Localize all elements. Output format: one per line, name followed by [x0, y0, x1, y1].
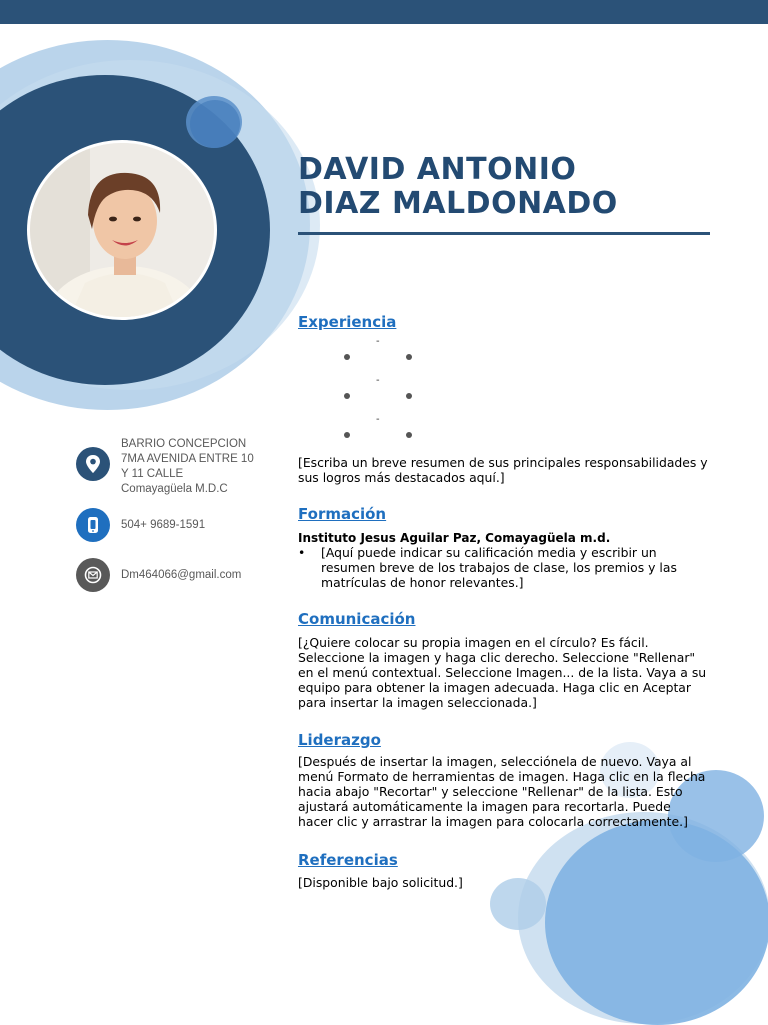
phone-icon	[76, 508, 110, 542]
address-text	[121, 437, 254, 497]
experience-bullet-dot	[344, 393, 350, 399]
section-title-liderazgo: Liderazgo	[298, 731, 381, 749]
communication-text: [¿Quiere colocar su propia imagen en el círculo? Es fácil. Seleccione la imagen y haga clic derecho. Seleccione "Rellenar" en el menú contextual. Seleccione Imagen... de la lista. Vaya a su equipo para obtener la imagen adecuada. Haga clic en Aceptar para insertar la imagen seleccionada.]	[298, 635, 707, 710]
experience-bullet-dot	[406, 432, 412, 438]
experience-dash-2: -	[376, 375, 380, 386]
experience-bullet-dot	[344, 432, 350, 438]
section-title-experiencia: Experiencia	[298, 313, 397, 331]
name-divider	[298, 232, 710, 235]
contact-address	[76, 438, 254, 497]
name-line-2: DIAZ MALDONADO	[298, 186, 618, 221]
experience-dash-3: -	[376, 414, 380, 425]
section-title-comunicacion: Comunicación	[298, 610, 416, 628]
candidate-name	[298, 153, 618, 221]
top-banner	[0, 0, 768, 24]
school-name: Instituto Jesus Aguilar Paz, Comayagüela m.d.	[298, 531, 611, 545]
profile-photo-illustration	[30, 143, 214, 317]
leadership-text: [Después de insertar la imagen, selecciónela de nuevo. Vaya al menú Formato de herramientas de imagen. Haga clic en la flecha hacia abajo "Recortar" y seleccione "Rellenar" de la lista. Esto ajustará automáticamente la imagen para recortarla. Puede hacer clic y arrastrar la imagen para colocarla correctamente.]	[298, 754, 706, 829]
location-pin-icon	[76, 447, 110, 481]
experience-summary: [Escriba un breve resumen de sus principales responsabilidades y sus logros más destacados aquí.]	[298, 455, 708, 485]
experience-bullet-dot	[344, 354, 350, 360]
address-line-3: Y 11 CALLE	[121, 468, 184, 480]
profile-photo	[27, 140, 217, 320]
section-title-referencias: Referencias	[298, 851, 398, 869]
address-line-4: Comayagüela M.D.C	[121, 483, 228, 495]
contact-phone	[76, 508, 205, 542]
contact-email	[76, 558, 241, 592]
decor-blob-top-overlay	[190, 100, 240, 148]
section-title-formacion: Formación	[298, 505, 387, 523]
phone-text[interactable]: 504+ 9689-1591	[121, 519, 206, 531]
address-line-2: 7MA AVENIDA ENTRE 10	[121, 453, 254, 465]
email-icon	[76, 558, 110, 592]
references-text: [Disponible bajo solicitud.]	[298, 875, 463, 890]
email-text[interactable]: Dm464066@gmail.com	[121, 569, 242, 581]
education-bullet	[298, 545, 708, 590]
name-line-1: DAVID ANTONIO	[298, 152, 577, 187]
education-bullet-text: [Aquí puede indicar su calificación media y escribir un resumen breve de los trabajos de clase, los premios y las matrículas de honor relevantes.]	[321, 545, 677, 590]
bullet-mark: •	[298, 545, 306, 560]
address-line-1: BARRIO CONCEPCION	[121, 438, 247, 450]
experience-bullet-dot	[406, 354, 412, 360]
experience-dash-1: -	[376, 336, 380, 347]
experience-bullet-dot	[406, 393, 412, 399]
